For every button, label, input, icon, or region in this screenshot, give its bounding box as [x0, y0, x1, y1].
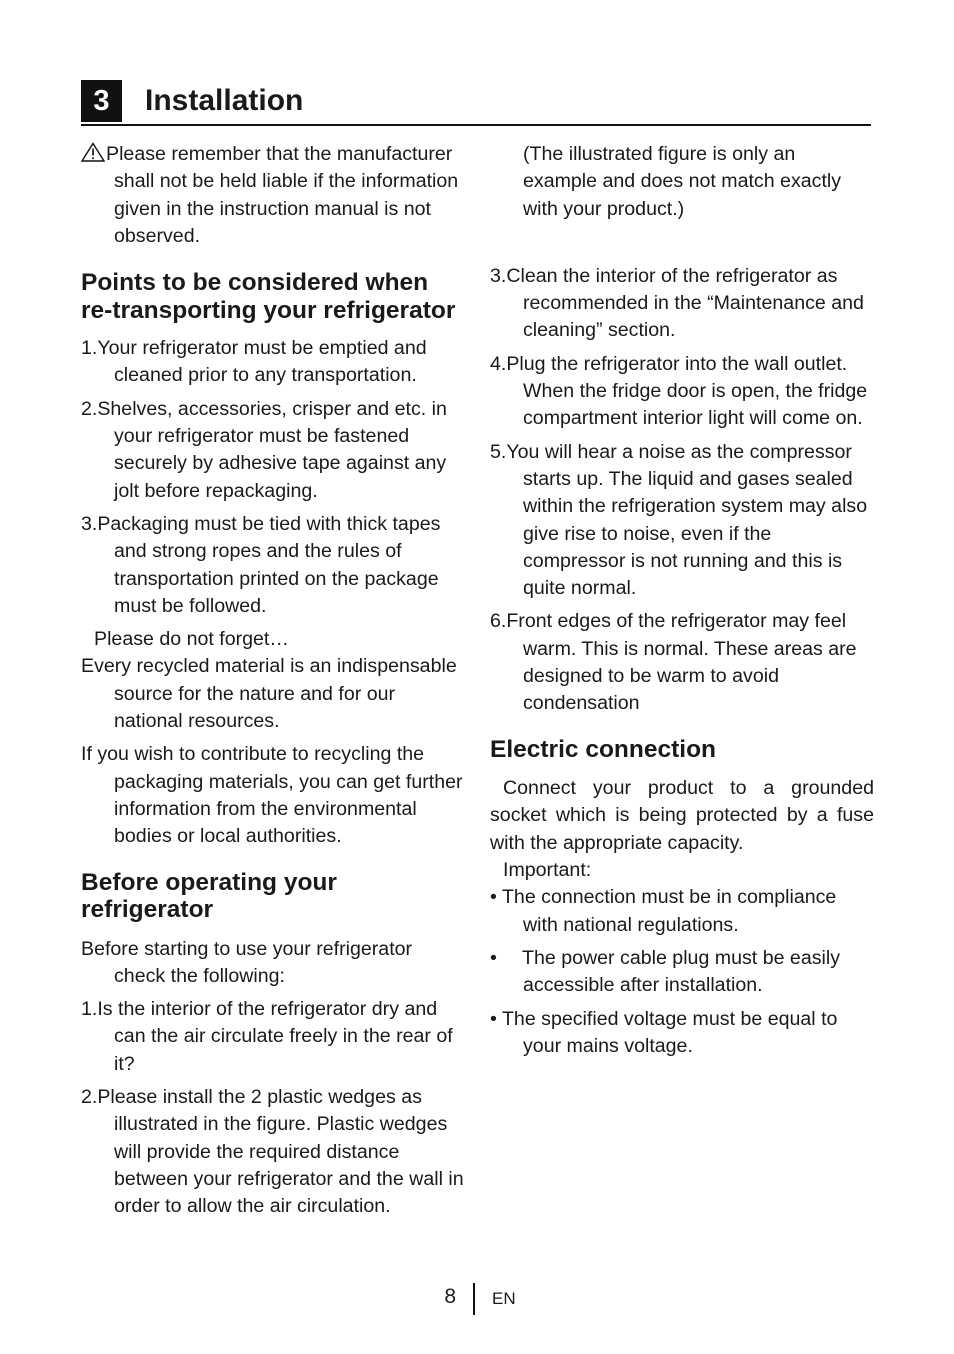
section-title-transport: Points to be considered when re-transporting your refrigerator: [81, 269, 456, 324]
list-item: 2.Shelves, accessories, crisper and etc. in your refrigerator must be fastened securely by adhesive tape against any jolt before repackaging.: [81, 397, 447, 502]
list-item: 3.Packaging must be tied with thick tapes and strong ropes and the rules of transportation printed on the package must be followed.: [81, 512, 441, 617]
list-item: 2.Please install the 2 plastic wedges as illustrated in the figure. Plastic wedges will provide the required distance between your refrigerator and the wall in order to allow the air circulation.: [81, 1086, 464, 1218]
chapter-header: [81, 80, 871, 126]
right-column: [490, 141, 874, 1060]
section-title-electric: Electric connection: [490, 735, 717, 763]
recycle-paragraph: Every recycled material is an indispensable source for the nature and for our national resources.: [81, 655, 457, 733]
warning-text: Please remember that the manufacturer shall not be held liable if the information given in the instruction manual is not observed.: [106, 143, 459, 247]
language-code: EN: [492, 1289, 516, 1308]
list-item: 6.Front edges of the refrigerator may feel warm. This is normal. These areas are designed to be warm to avoid condensation: [490, 610, 857, 715]
section-intro: Before starting to use your refrigerator check the following:: [81, 937, 413, 987]
warning-triangle-icon: [81, 142, 105, 162]
warning-note: [81, 141, 466, 250]
list-item: 5.You will hear a noise as the compressor starts up. The liquid and gases sealed within the refrigeration system may also give rise to noise, even if the compressor is not running and this is quite normal.: [490, 440, 868, 600]
footer-divider: [473, 1283, 475, 1315]
left-column: [81, 141, 466, 1221]
figure-note: (The illustrated figure is only an example and does not match exactly with your product.): [523, 143, 842, 220]
dont-forget-text: Please do not forget…: [94, 628, 289, 651]
bullet-item: • The connection must be in compliance with national regulations.: [490, 886, 837, 936]
chapter-title: Installation: [145, 84, 304, 117]
list-item: 4.Plug the refrigerator into the wall outlet. When the fridge door is open, the fridge compartment interior light will come on.: [490, 352, 868, 430]
list-item: 1.Is the interior of the refrigerator dry and can the air circulate freely in the rear of it?: [81, 998, 453, 1075]
recycle-paragraph: If you wish to contribute to recycling the packaging materials, you can get further information from the environmental bodies or local authorities.: [81, 743, 463, 848]
bullet-text: The power cable plug must be easily accessible after installation.: [522, 946, 841, 997]
electric-text: Connect your product to a grounded socket which is being protected by a fuse with the appropriate capacity.: [490, 777, 874, 854]
bullet-item: [490, 945, 874, 1000]
page-footer: [0, 1283, 954, 1315]
important-label: Important:: [503, 859, 592, 882]
page-number: 8: [444, 1285, 456, 1308]
section-title-before-operating: Before operating your refrigerator: [81, 868, 337, 924]
list-item: 3.Clean the interior of the refrigerator as recommended in the “Maintenance and cleaning” section.: [490, 264, 864, 342]
bullet-mark: •: [490, 946, 497, 969]
list-item: 1.Your refrigerator must be emptied and cleaned prior to any transportation.: [81, 337, 427, 387]
chapter-number: 3: [81, 80, 122, 122]
bullet-item: • The specified voltage must be equal to your mains voltage.: [490, 1007, 838, 1057]
